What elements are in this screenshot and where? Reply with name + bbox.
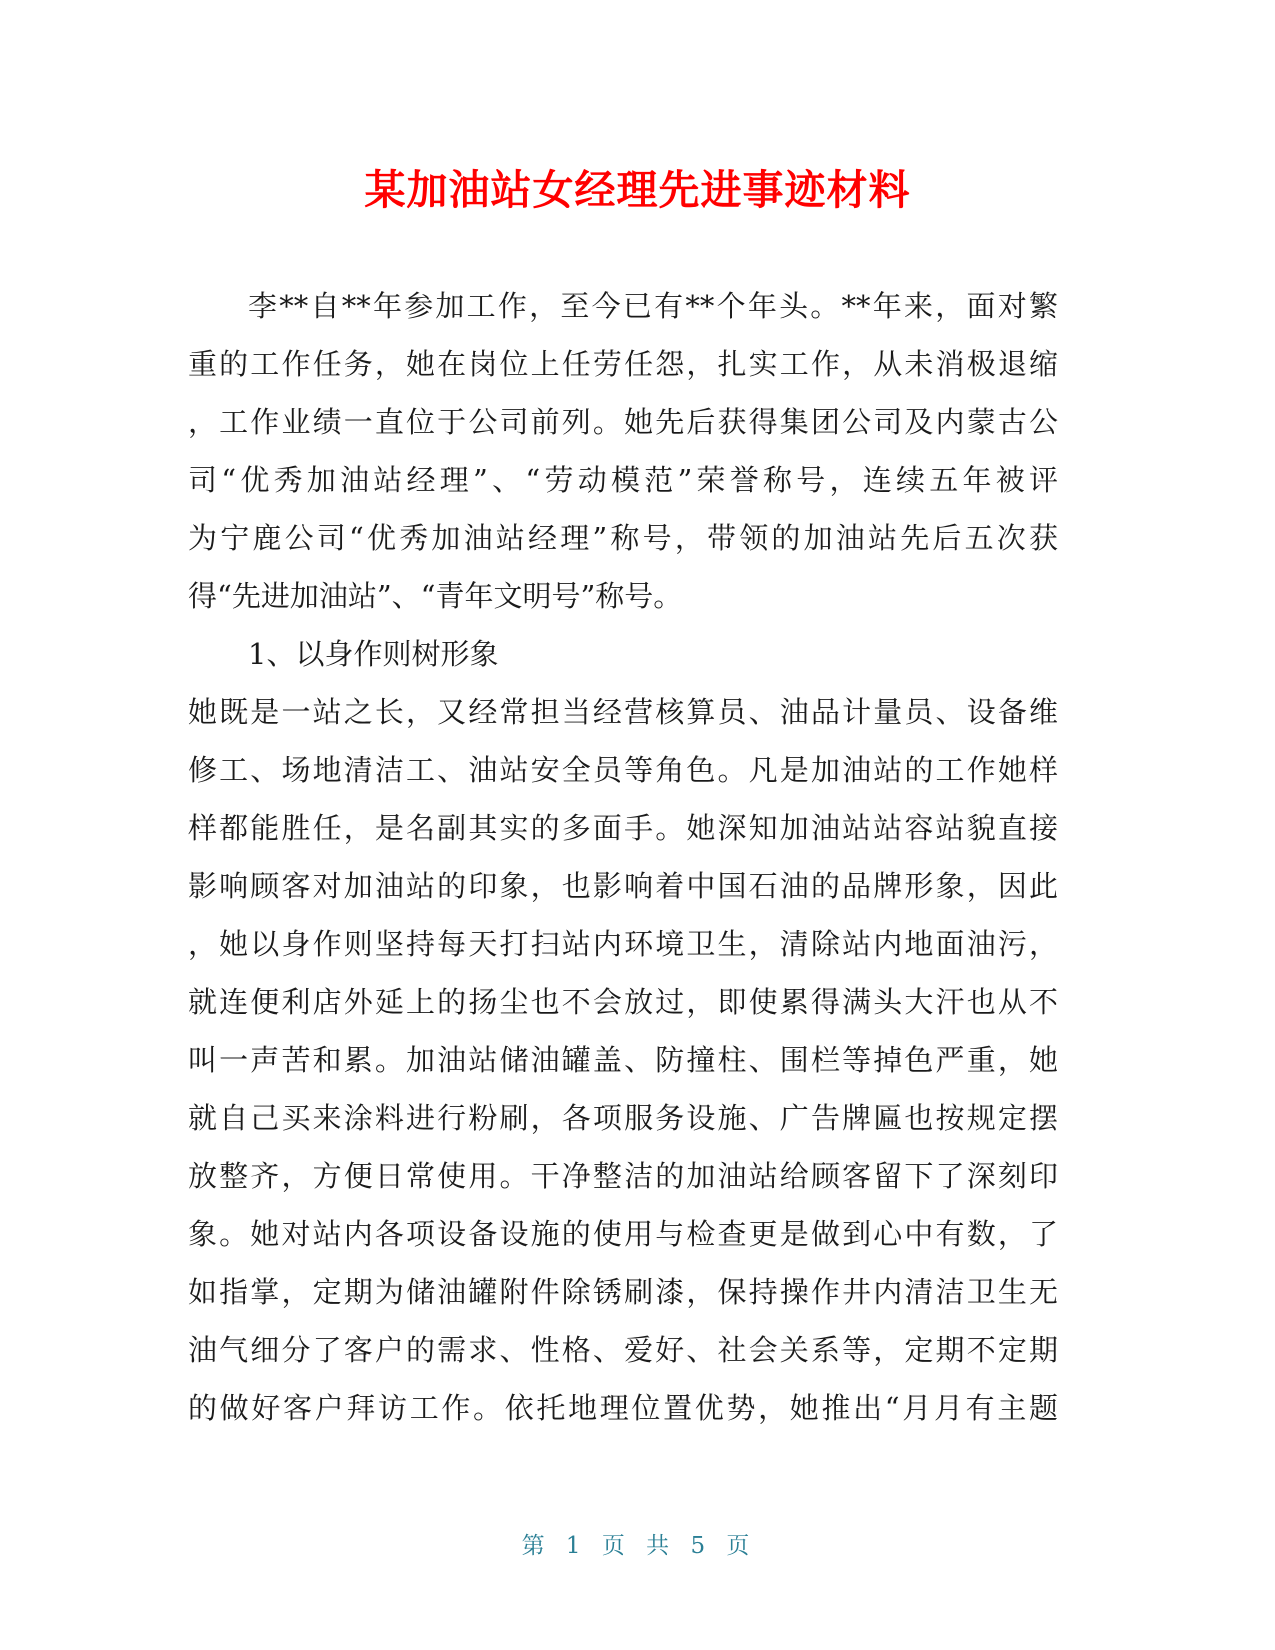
paragraph-line: 象。她对站内各项设备设施的使用与检查更是做到心中有数，了 bbox=[188, 1217, 1058, 1251]
document-title: 某加油站女经理先进事迹材料 bbox=[364, 166, 911, 214]
paragraph-line: 样都能胜任，是名副其实的多面手。她深知加油站站容站貌直接 bbox=[188, 811, 1058, 845]
paragraph-line: 放整齐，方便日常使用。干净整洁的加油站给顾客留下了深刻印 bbox=[188, 1159, 1058, 1193]
paragraph-line: ，她以身作则坚持每天打扫站内环境卫生，清除站内地面油污， bbox=[188, 927, 1058, 961]
paragraph-line: 就自己买来涂料进行粉刷，各项服务设施、广告牌匾也按规定摆 bbox=[188, 1101, 1058, 1135]
paragraph-line: ，工作业绩一直位于公司前列。她先后获得集团公司及内蒙古公 bbox=[188, 405, 1058, 439]
paragraph-line: 得“先进加油站”、“青年文明号”称号。 bbox=[188, 579, 683, 613]
page-number-footer: 第 1 页 共 5 页 bbox=[521, 1533, 754, 1559]
paragraph-line: 的做好客户拜访工作。依托地理位置优势，她推出“月月有主题 bbox=[188, 1391, 1058, 1425]
paragraph-line: 李**自**年参加工作，至今已有**个年头。**年来，面对繁 bbox=[248, 289, 1058, 323]
paragraph-line: 油气细分了客户的需求、性格、爱好、社会关系等，定期不定期 bbox=[188, 1333, 1058, 1367]
paragraph-line: 就连便利店外延上的扬尘也不会放过，即使累得满头大汗也从不 bbox=[188, 985, 1058, 1019]
paragraph-line: 她既是一站之长，又经常担当经营核算员、油品计量员、设备维 bbox=[188, 695, 1058, 729]
paragraph-line: 影响顾客对加油站的印象，也影响着中国石油的品牌形象，因此 bbox=[188, 869, 1058, 903]
paragraph-line: 重的工作任务，她在岗位上任劳任怨，扎实工作，从未消极退缩 bbox=[188, 347, 1058, 381]
paragraph-line: 修工、场地清洁工、油站安全员等角色。凡是加油站的工作她样 bbox=[188, 753, 1058, 787]
paragraph-line: 司“优秀加油站经理”、“劳动模范”荣誉称号，连续五年被评 bbox=[188, 463, 1058, 497]
paragraph-line: 为宁鹿公司“优秀加油站经理”称号，带领的加油站先后五次获 bbox=[188, 521, 1058, 555]
paragraph-line: 叫一声苦和累。加油站储油罐盖、防撞柱、围栏等掉色严重，她 bbox=[188, 1043, 1058, 1077]
section-heading: 1、以身作则树形象 bbox=[248, 637, 499, 671]
paragraph-line: 如指掌，定期为储油罐附件除锈刷漆，保持操作井内清洁卫生无 bbox=[188, 1275, 1058, 1309]
